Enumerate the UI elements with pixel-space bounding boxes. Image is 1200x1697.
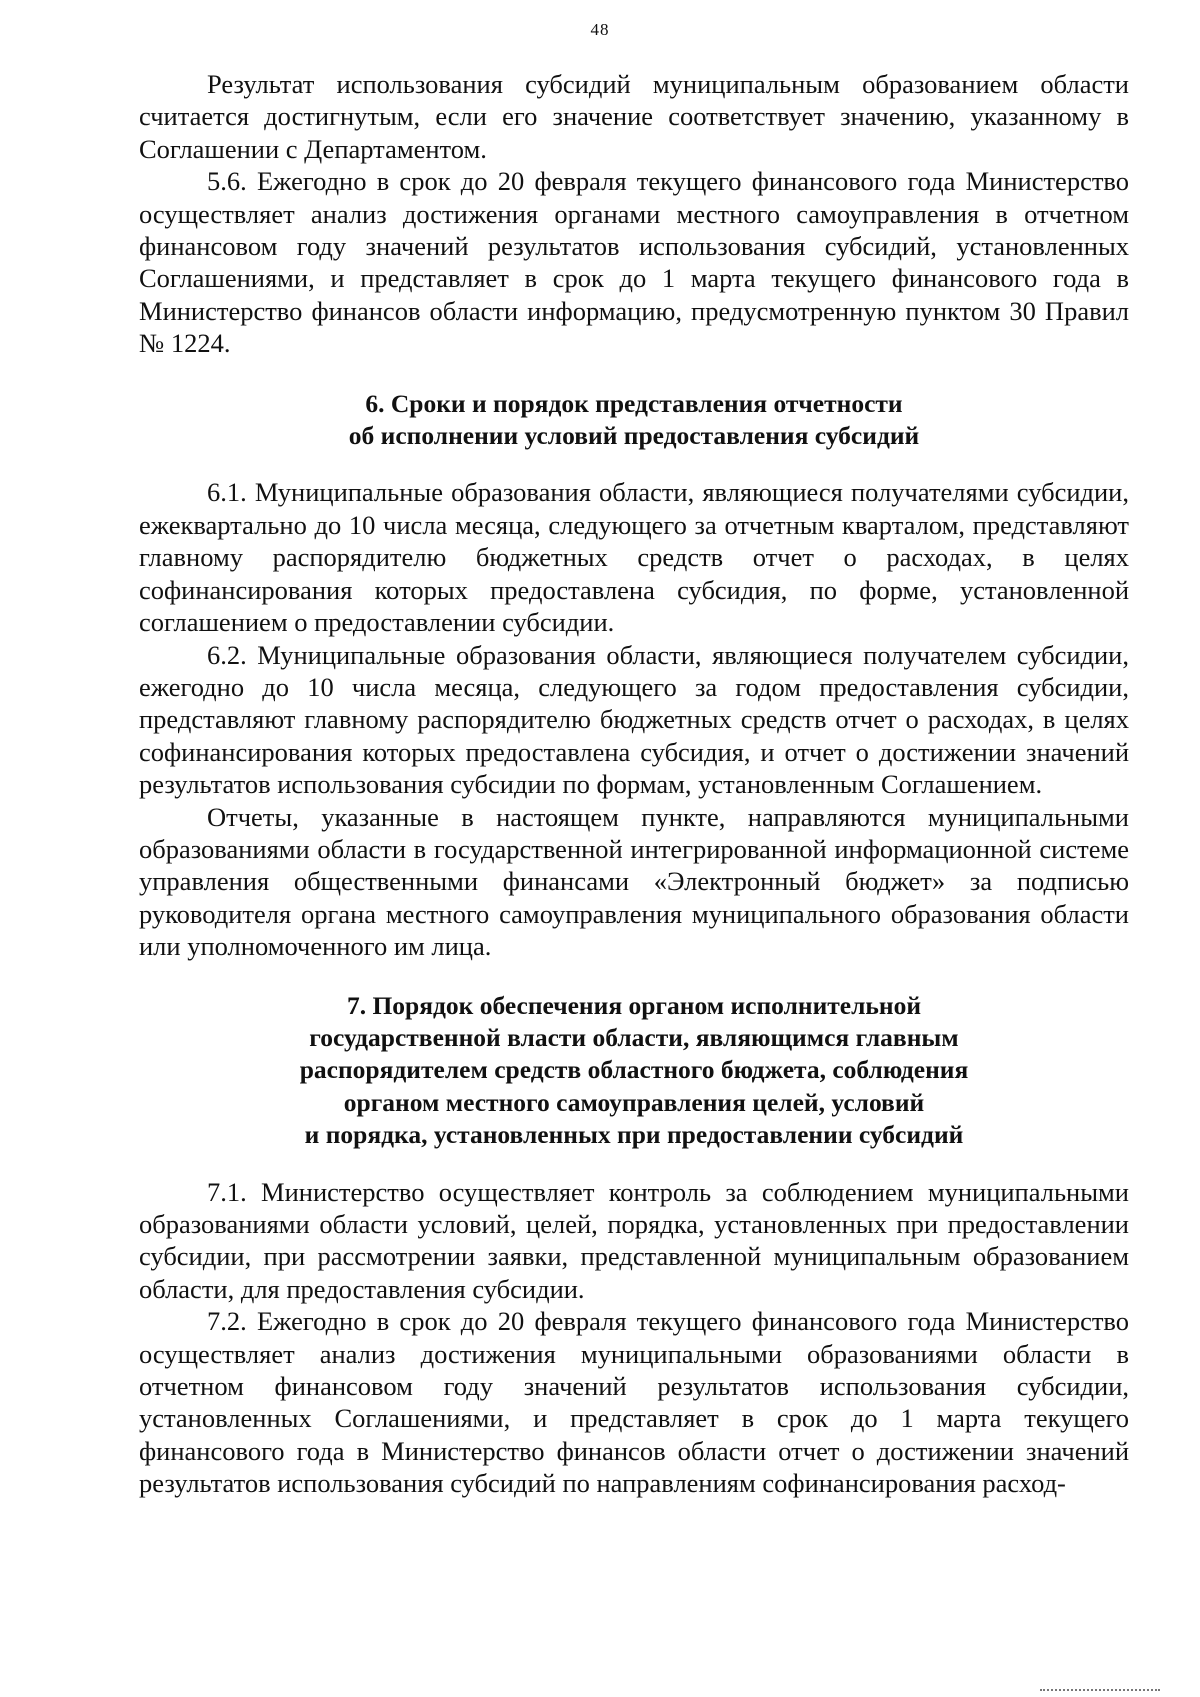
section-6-heading — [139, 388, 1129, 453]
paragraph-7-2: 7.2. Ежегодно в срок до 20 февраля текущего финансового года Министерство осуществляет анализ достижения муниципальными образованиями области в отчетном финансовом году значений результатов использования субсидии, установленных Соглашениями, и представляет в срок до 1 марта текущего финансового года в Министерство финансов области отчет о достижении значений результатов использования субсидий по направлениям софинансирования расход- — [139, 1306, 1129, 1499]
spacer — [139, 452, 1129, 476]
spacer — [139, 963, 1129, 990]
heading-line: 6. Сроки и порядок представления отчетности — [365, 388, 903, 418]
document-body — [139, 68, 1129, 1500]
heading-line: 7. Порядок обеспечения органом исполнительной — [346, 990, 922, 1020]
paragraph-reports: Отчеты, указанные в настоящем пункте, направляются муниципальными образованиями области в государственной интегрированной информационной системе управления общественными финансами «Электронный бюджет» за подписью руководителя органа местного самоуправления муниципального образования области или уполномоченного им лица. — [139, 801, 1129, 962]
heading-line: органом местного самоуправления целей, условий — [343, 1087, 925, 1117]
paragraph-result-achieved: Результат использования субсидий муниципальным образованием области считается достигнутым, если его значение соответствует значению, указанному в Соглашении с Департаментом. — [139, 69, 1129, 164]
scan-edge-mark — [1040, 1685, 1160, 1691]
spacer — [139, 1152, 1129, 1176]
page-number: 48 — [590, 20, 610, 39]
heading-line: распорядителем средств областного бюджета, соблюдения — [299, 1055, 969, 1085]
paragraph-6-2: 6.2. Муниципальные образования области, являющиеся получателем субсидии, ежегодно до 10 числа месяца, следующего за годом предоставления субсидии, представляют главному распорядителю бюджетных средств отчет о расходах, в целях софинансирования которых предоставлена субсидия, и отчет о достижении значений результатов использования субсидии по формам, установленным Соглашением. — [139, 639, 1129, 800]
heading-line: государственной власти области, являющимся главным — [309, 1022, 959, 1052]
paragraph-6-1: 6.1. Муниципальные образования области, являющиеся получателями субсидии, ежеквартально до 10 числа месяца, следующего за отчетным кварталом, представляют главному распорядителю бюджетных средств отчет о расходах, в целях софинансирования которых предоставлена субсидия, по форме, установленной соглашением о предоставлении субсидии. — [139, 477, 1129, 638]
spacer — [139, 360, 1129, 388]
paragraph-5-6: 5.6. Ежегодно в срок до 20 февраля текущего финансового года Министерство осуществляет анализ достижения органами местного самоуправления в отчетном финансовом году значений результатов использования субсидий, установленных Соглашениями, и представляет в срок до 1 марта текущего финансового года в Министерство финансов области информацию, предусмотренную пунктом 30 Правил № 1224. — [139, 166, 1129, 359]
section-7-heading — [139, 990, 1129, 1152]
heading-line: об исполнении условий предоставления субсидий — [348, 421, 920, 451]
heading-line: и порядка, установленных при предоставлении субсидий — [304, 1120, 964, 1150]
paragraph-7-1: 7.1. Министерство осуществляет контроль за соблюдением муниципальными образованиями области условий, целей, порядка, установленных при предоставлении субсидии, при рассмотрении заявки, представленной муниципальным образованием области, для предоставления субсидии. — [139, 1176, 1129, 1304]
